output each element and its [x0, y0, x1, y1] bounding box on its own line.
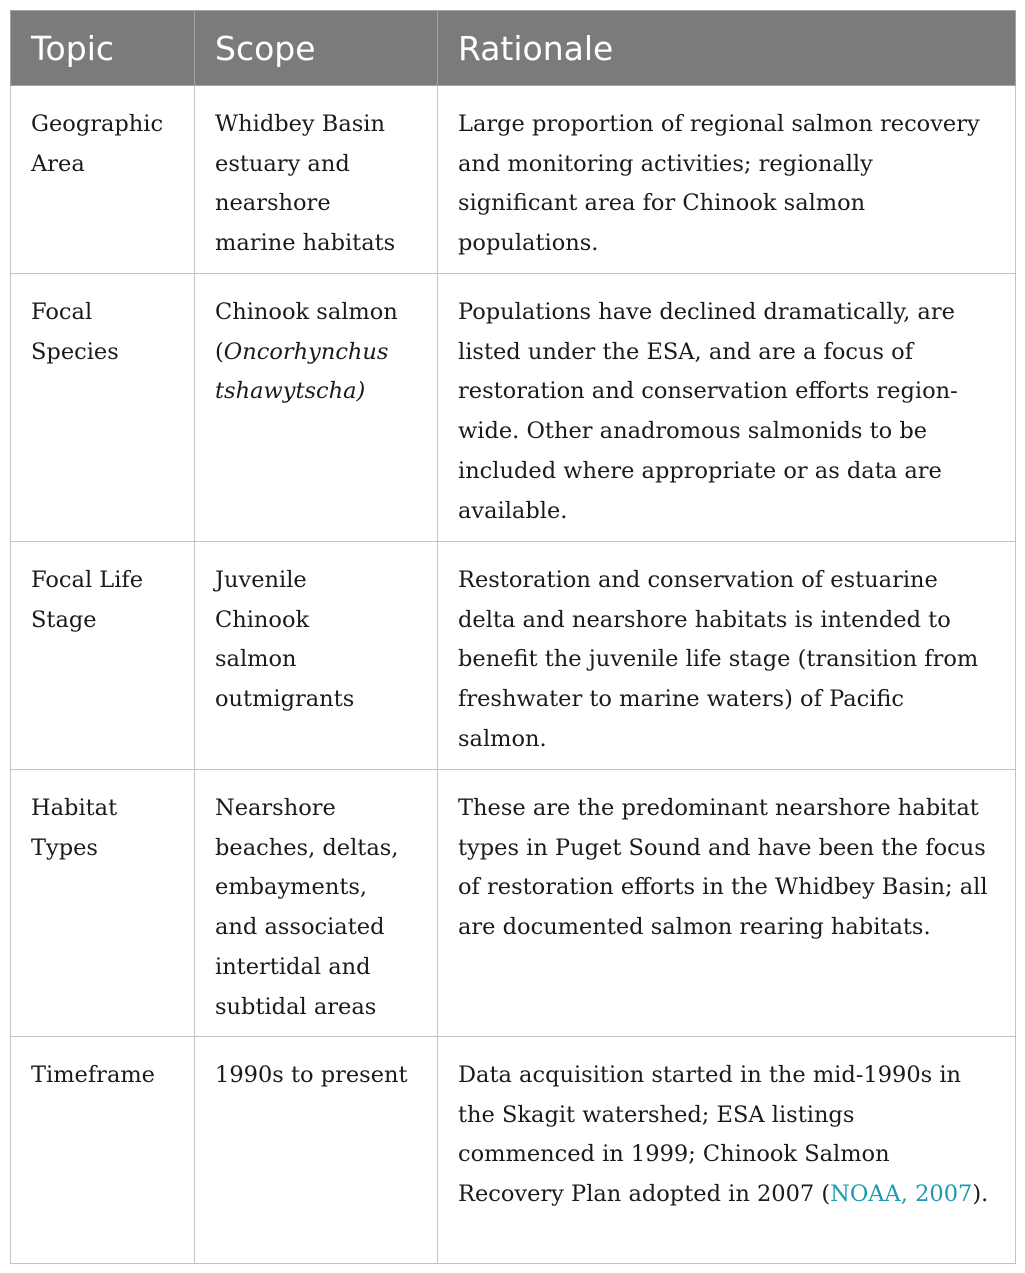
rationale-cell	[438, 770, 1016, 1037]
rationale-cell	[438, 274, 1016, 542]
scope-cell	[195, 1037, 438, 1264]
topic-text: Timeframe	[31, 1062, 156, 1088]
rationale-text	[458, 1056, 994, 1215]
scope-text: 1990s to present	[215, 1062, 408, 1088]
scope-cell	[195, 770, 438, 1037]
scope-scientific-name: Oncorhynchus tshawytscha)	[215, 338, 389, 405]
rationale-text: Restoration and conservation of estuarine delta and nearshore habitats is intended to benefit the juvenile life stage (transition from freshwater to marine waters) of Pacific salmon.	[458, 567, 979, 752]
scope-common-name: Chinook salmon	[215, 299, 398, 325]
table-row	[11, 770, 1016, 1037]
scope-table	[10, 10, 1016, 1264]
topic-cell	[11, 86, 195, 274]
header-row	[11, 11, 1016, 86]
rationale-text-before: Data acquisition started in the mid-1990s in the Skagit watershed; ESA listings commenced in 1999; Chinook Salmon Recovery Plan adopted in 2007 (	[458, 1062, 962, 1208]
scope-text: Whidbey Basin estuary and nearshore marine habitats	[215, 111, 396, 257]
scope-open-paren: (	[215, 338, 224, 365]
header-rationale: Rationale	[438, 11, 1016, 86]
topic-cell	[11, 770, 195, 1037]
topic-text: Habitat Types	[31, 795, 118, 861]
citation-link[interactable]: NOAA, 2007	[830, 1181, 973, 1208]
header-topic: Topic	[11, 11, 195, 86]
table-row	[11, 542, 1016, 770]
rationale-text: These are the predominant nearshore habitat types in Puget Sound and have been the focus of restoration efforts in the Whidbey Basin; all are documented salmon rearing habitats.	[458, 795, 988, 941]
topic-text: Focal Life Stage	[31, 567, 144, 633]
table-row	[11, 86, 1016, 274]
scope-cell	[195, 542, 438, 770]
topic-text: Geographic Area	[31, 111, 164, 177]
rationale-cell	[438, 86, 1016, 274]
scope-cell	[195, 86, 438, 274]
topic-text: Focal Species	[31, 299, 119, 365]
rationale-cell	[438, 1037, 1016, 1264]
scope-cell	[195, 274, 438, 542]
rationale-text: Populations have declined dramatically, are listed under the ESA, and are a focus of restoration and conservation efforts region-wide. Other anadromous salmonids to be included where appropriate or as data are available.	[458, 299, 958, 524]
rationale-text: Large proportion of regional salmon recovery and monitoring activities; regionally significant area for Chinook salmon populations.	[458, 111, 980, 257]
scope-text: Juvenile Chinook salmon outmigrants	[215, 567, 355, 713]
rationale-text-after: ).	[972, 1181, 989, 1208]
header-scope: Scope	[195, 11, 438, 86]
topic-cell	[11, 1037, 195, 1264]
scope-text: Nearshore beaches, deltas, embayments, and associated intertidal and subtidal areas	[215, 795, 399, 1020]
scope-text	[215, 293, 417, 412]
topic-cell	[11, 274, 195, 542]
rationale-cell	[438, 542, 1016, 770]
table-row	[11, 274, 1016, 542]
table-row	[11, 1037, 1016, 1264]
topic-cell	[11, 542, 195, 770]
